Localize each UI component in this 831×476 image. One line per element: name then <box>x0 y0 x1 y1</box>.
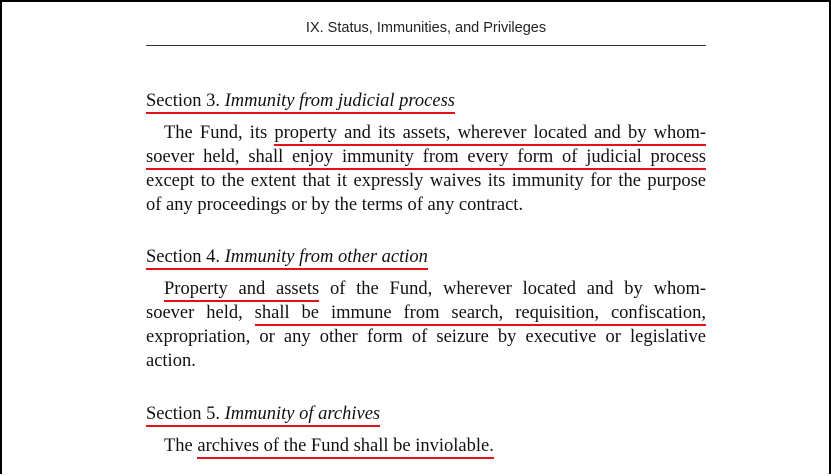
paragraph-line: expropriation, or any other form of seizure by executive or legislative <box>146 327 706 347</box>
section-5 <box>146 402 706 458</box>
section-3 <box>146 89 706 217</box>
paragraph-line: The archives of the Fund shall be inviolable. <box>146 434 706 458</box>
paragraph-line: soever held, shall be immune from search, requisition, confiscation, <box>146 301 706 325</box>
section-heading <box>146 245 706 269</box>
section-paragraph <box>146 121 706 217</box>
highlighted-phrase: archives of the Fund shall be inviolable. <box>197 436 493 459</box>
section-number: Section 5. <box>146 404 220 424</box>
section-number: Section 4. <box>146 247 220 267</box>
section-title: Immunity from other action <box>224 247 428 267</box>
section-title: Immunity from judicial process <box>224 91 455 111</box>
section-heading <box>146 89 706 113</box>
highlighted-phrase: soever held, shall enjoy immunity from every form of judicial process <box>146 147 706 170</box>
header-rule <box>146 45 706 46</box>
paragraph-line <box>146 145 706 169</box>
paragraph-line: of any proceedings or by the terms of any contract. <box>146 195 524 215</box>
section-paragraph <box>146 434 706 458</box>
paragraph-line: Property and assets of the Fund, wherever located and by whom- <box>146 277 706 301</box>
highlighted-phrase: property and its assets, wherever located and by whom- <box>274 123 706 146</box>
paragraph-line: The Fund, its property and its assets, wherever located and by whom- <box>146 121 706 145</box>
section-number: Section 3. <box>146 91 220 111</box>
paragraph-line: except to the extent that it expressly waives its immunity for the purpose <box>146 171 706 191</box>
running-header: IX. Status, Immunities, and Privileges <box>305 20 547 36</box>
section-title: Immunity of archives <box>224 404 381 424</box>
highlighted-phrase: shall be immune from search, requisition, confiscation, <box>255 303 706 326</box>
highlighted-phrase: Property and assets <box>164 279 319 302</box>
paragraph-line: action. <box>146 351 196 371</box>
section-heading <box>146 402 706 426</box>
section-paragraph <box>146 277 706 373</box>
section-4 <box>146 245 706 373</box>
